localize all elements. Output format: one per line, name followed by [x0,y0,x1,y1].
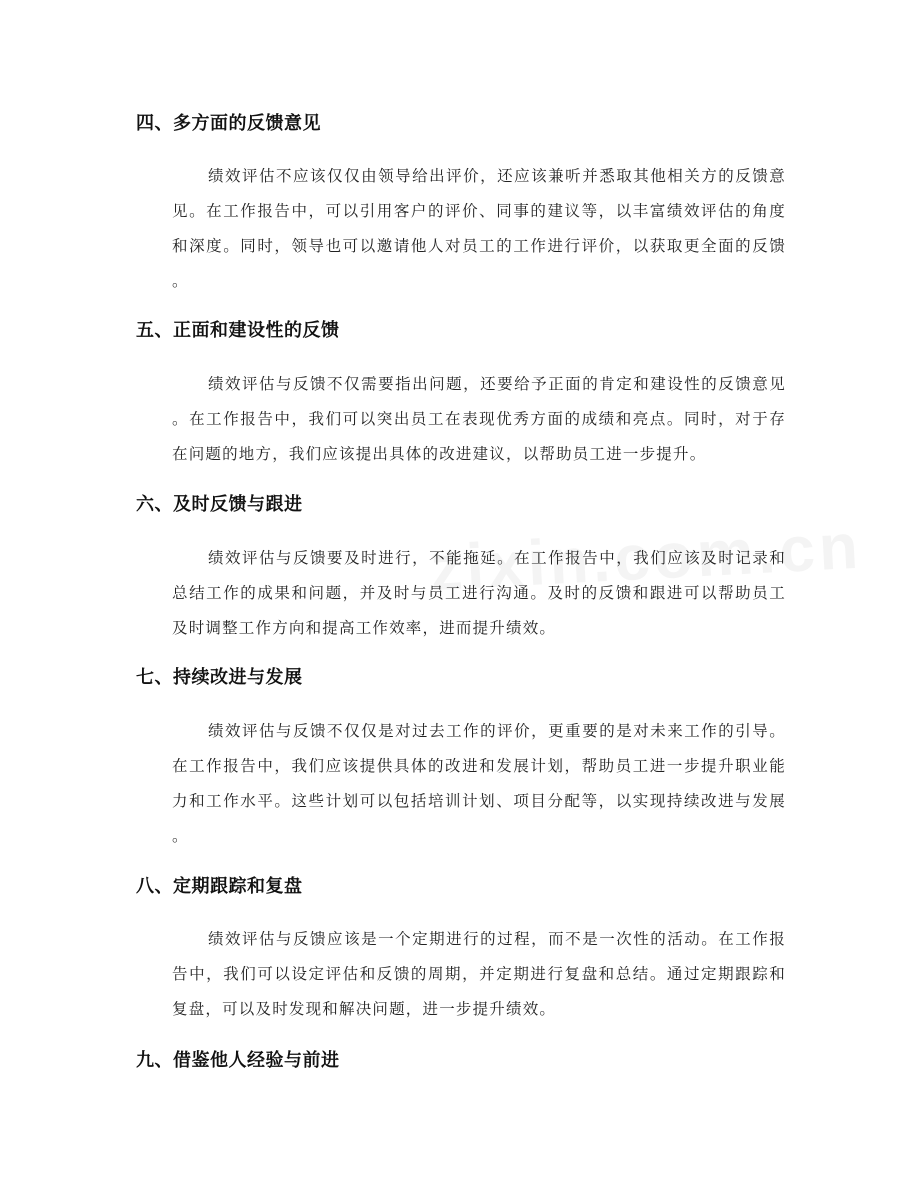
section-heading: 五、正面和建设性的反馈 [136,320,340,341]
section-paragraph [136,159,786,299]
paragraph-line: 绩效评估与反馈应该是一个定期进行的过程，而不是一次性的活动。在工作报 [208,930,786,948]
paragraph-line: 复盘，可以及时发现和解决问题，进一步提升绩效。 [172,1000,557,1018]
section-heading: 六、及时反馈与跟进 [136,494,303,515]
paragraph-line: 在工作报告中，我们应该提供具体的改进和发展计划，帮助员工进一步提升职业能 [172,757,786,775]
paragraph-line: 及时调整工作方向和提高工作效率，进而提升绩效。 [172,619,557,637]
paragraph-line: 告中，我们可以设定评估和反馈的周期，并定期进行复盘和总结。通过定期跟踪和 [172,965,786,983]
paragraph-line: 绩效评估与反馈要及时进行，不能拖延。在工作报告中，我们应该及时记录和 [208,549,786,567]
section-5 [136,319,786,472]
paragraph-line: 见。在工作报告中，可以引用客户的评价、同事的建议等，以丰富绩效评估的角度 [172,202,786,220]
paragraph-line: 。在工作报告中，我们可以突出员工在表现优秀方面的成绩和亮点。同时，对于存 [172,410,786,428]
section-paragraph [136,367,786,472]
section-heading: 七、持续改进与发展 [136,667,303,688]
section-paragraph [136,922,786,1027]
section-heading: 九、借鉴他人经验与前进 [136,1050,340,1071]
paragraph-line: 力和工作水平。这些计划可以包括培训计划、项目分配等，以实现持续改进与发展 [172,792,786,810]
paragraph-line: 总结工作的成果和问题，并及时与员工进行沟通。及时的反馈和跟进可以帮助员工 [172,584,786,602]
section-9 [136,1049,786,1073]
paragraph-line: 在问题的地方，我们应该提出具体的改进建议，以帮助员工进一步提升。 [172,445,707,463]
paragraph-line: 绩效评估与反馈不仅需要指出问题，还要给予正面的肯定和建设性的反馈意见 [208,375,786,393]
paragraph-line: 。 [172,272,189,290]
section-8 [136,875,786,1027]
section-6 [136,493,786,646]
paragraph-line: 。 [172,827,189,845]
section-paragraph [136,714,786,854]
section-heading: 八、定期跟踪和复盘 [136,876,303,897]
section-paragraph [136,541,786,646]
section-4 [136,112,786,299]
paragraph-line: 绩效评估不应该仅仅由领导给出评价，还应该兼听并悉取其他相关方的反馈意 [208,167,786,185]
section-7 [136,666,786,854]
section-heading: 四、多方面的反馈意见 [136,113,321,134]
paragraph-line: 和深度。同时，领导也可以邀请他人对员工的工作进行评价，以获取更全面的反馈 [172,237,786,255]
paragraph-line: 绩效评估与反馈不仅仅是对过去工作的评价，更重要的是对未来工作的引导。 [208,722,786,740]
